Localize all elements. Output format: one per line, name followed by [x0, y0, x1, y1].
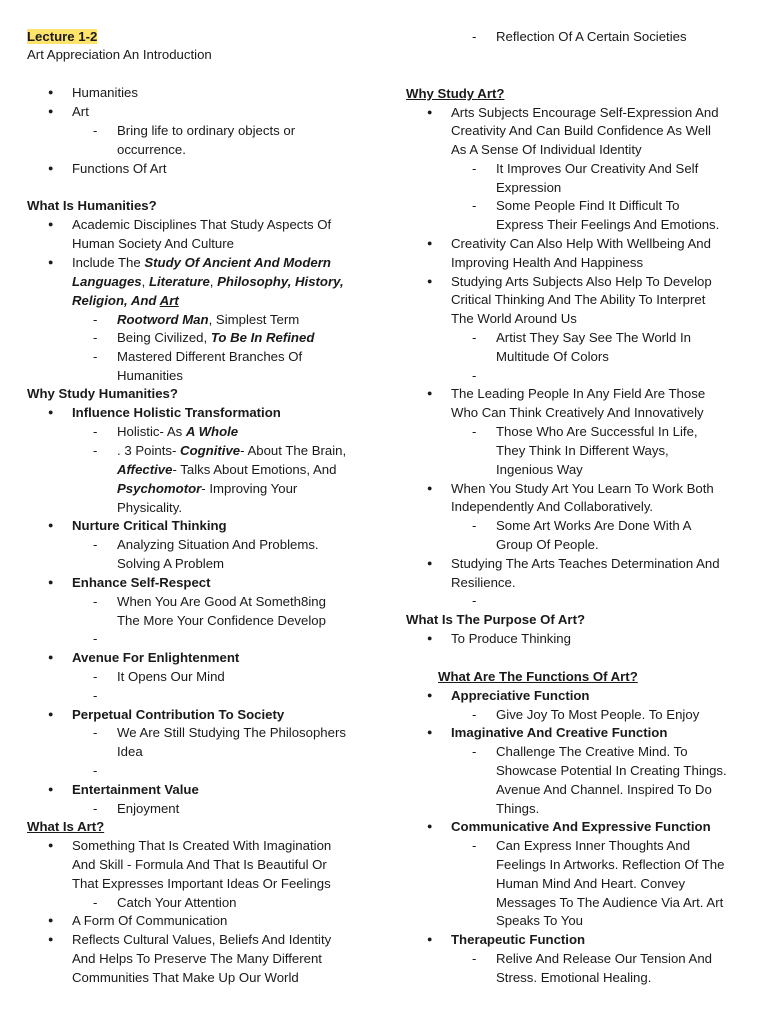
- text-span: Reflects Cultural Values, Beliefs And Identity: [72, 932, 332, 947]
- bullet-item: [72, 648, 239, 667]
- text-span: That Expresses Important Ideas Or Feelings: [72, 876, 331, 891]
- text-span: Studying Arts Subjects Also Help To Develop: [451, 274, 712, 289]
- dash-item: [117, 592, 326, 611]
- text-span: Reflection Of A Certain Societies: [496, 29, 687, 44]
- dash-item: [117, 535, 319, 554]
- dash-item: [496, 422, 698, 441]
- text-span: Communicative And Expressive Function: [451, 819, 711, 834]
- text-span: . 3 Points-: [117, 443, 181, 458]
- bullet-item: [451, 629, 571, 648]
- text-span: - Talks About Emotions, And: [172, 462, 337, 477]
- text-span: Solving A Problem: [117, 556, 225, 571]
- text-span: Ingenious Way: [496, 462, 583, 477]
- bullet-continuation: [451, 140, 642, 159]
- text-span: Holistic- As: [117, 424, 186, 439]
- text-span: Showcase Potential In Creating Things.: [496, 763, 727, 778]
- text-span: Creativity Can Also Help With Wellbeing And: [451, 236, 711, 251]
- dash-item: [496, 27, 687, 46]
- text-span: Being Civilized,: [117, 330, 211, 345]
- text-span: Philosophy, History,: [217, 274, 344, 289]
- dash-continuation: [117, 479, 297, 498]
- dash-item: [117, 310, 299, 329]
- text-span: Messages To The Audience Via Art. Art: [496, 895, 724, 910]
- dash-item: [496, 949, 712, 968]
- text-span: Humanities: [117, 368, 183, 383]
- text-span: Challenge The Creative Mind. To: [496, 744, 688, 759]
- dash-continuation: [496, 441, 669, 460]
- bullet-item: [451, 384, 705, 403]
- bullet-item: [72, 911, 227, 930]
- text-span: When You Study Art You Learn To Work Both: [451, 481, 714, 496]
- bullet-continuation: [72, 855, 327, 874]
- dash-continuation: [496, 799, 539, 818]
- text-span: Humanities: [72, 85, 138, 100]
- bullet-item: [72, 403, 281, 422]
- section-heading: [27, 196, 157, 215]
- text-span: Lecture 1-2: [27, 29, 98, 44]
- bullet-item: [451, 686, 590, 705]
- bullet-item: [72, 215, 331, 234]
- text-span: Art: [72, 104, 89, 119]
- dash-continuation: [117, 140, 186, 159]
- bullet-continuation: [451, 121, 711, 140]
- text-span: Functions Of Art: [72, 161, 167, 176]
- text-span: It Opens Our Mind: [117, 669, 225, 684]
- text-span: We Are Still Studying The Philosophers: [117, 725, 346, 740]
- text-span: Bring life to ordinary objects or: [117, 123, 296, 138]
- text-span: Imaginative And Creative Function: [451, 725, 668, 740]
- text-span: Human Society And Culture: [72, 236, 234, 251]
- dash-item: [117, 347, 302, 366]
- text-span: What Is Art?: [27, 819, 105, 834]
- text-span: , Simplest Term: [208, 312, 300, 327]
- text-line: [27, 45, 212, 64]
- dash-continuation: [117, 742, 143, 761]
- text-span: Expression: [496, 180, 562, 195]
- dash-item: [496, 705, 699, 724]
- bullet-item: [451, 723, 667, 742]
- text-span: Studying The Arts Teaches Determination And: [451, 556, 720, 571]
- dash-item: [496, 196, 680, 215]
- dash-continuation: [117, 366, 183, 385]
- text-span: Critical Thinking And The Ability To Interpret: [451, 292, 706, 307]
- text-span: What Is Humanities?: [27, 198, 157, 213]
- text-span: - About The Brain,: [240, 443, 347, 458]
- bullet-item: [72, 83, 138, 102]
- bullet-item: [451, 554, 720, 573]
- bullet-item: [72, 516, 227, 535]
- text-span: Perpetual Contribution To Society: [72, 707, 285, 722]
- text-span: Resilience.: [451, 575, 516, 590]
- text-span: Improving Health And Happiness: [451, 255, 644, 270]
- dash-item: [117, 893, 237, 912]
- bullet-item: [451, 479, 714, 498]
- bullet-item: [451, 817, 711, 836]
- bullet-item: [72, 930, 331, 949]
- dash-item: [117, 121, 295, 140]
- text-span: Art: [159, 293, 179, 308]
- dash-item: [117, 723, 346, 742]
- dash-continuation: [496, 761, 727, 780]
- dash-continuation: [496, 911, 583, 930]
- dash-continuation: [496, 780, 712, 799]
- text-span: ,: [141, 274, 149, 289]
- text-span: Those Who Are Successful In Life,: [496, 424, 698, 439]
- bullet-continuation: [451, 403, 704, 422]
- text-span: Enjoyment: [117, 801, 180, 816]
- dash-continuation: [496, 347, 609, 366]
- text-span: It Improves Our Creativity And Self: [496, 161, 699, 176]
- dash-continuation: [496, 215, 719, 234]
- section-heading: [406, 84, 504, 103]
- bullet-continuation: [72, 234, 234, 253]
- text-span: ,: [209, 274, 218, 289]
- text-span: Religion, And: [72, 293, 160, 308]
- dash-item: [496, 836, 690, 855]
- bullet-item: [72, 253, 331, 272]
- text-span: Languages: [72, 274, 142, 289]
- bullet-item: [451, 272, 712, 291]
- text-span: Idea: [117, 744, 143, 759]
- text-span: Catch Your Attention: [117, 895, 237, 910]
- text-span: Why Study Art?: [406, 86, 505, 101]
- text-span: Physicality.: [117, 500, 182, 515]
- bullet-continuation: [72, 291, 179, 310]
- text-span: Avenue And Channel. Inspired To Do: [496, 782, 712, 797]
- dash-continuation: [496, 178, 561, 197]
- text-span: Affective: [117, 462, 173, 477]
- text-span: Avenue For Enlightenment: [72, 650, 240, 665]
- bullet-continuation: [72, 272, 344, 291]
- text-span: And Skill - Formula And That Is Beautiful Or: [72, 857, 327, 872]
- text-span: Speaks To You: [496, 913, 584, 928]
- text-span: Appreciative Function: [451, 688, 590, 703]
- text-span: occurrence.: [117, 142, 186, 157]
- dash-item: [496, 742, 688, 761]
- text-span: As A Sense Of Individual Identity: [451, 142, 642, 157]
- bullet-continuation: [451, 573, 516, 592]
- text-span: Cognitive: [180, 443, 241, 458]
- dash-continuation: [496, 855, 724, 874]
- text-span: Psychomotor: [117, 481, 202, 496]
- dash-continuation: [117, 554, 224, 573]
- text-span: Enhance Self-Respect: [72, 575, 211, 590]
- text-span: Group Of People.: [496, 537, 599, 552]
- bullet-item: [72, 836, 331, 855]
- bullet-item: [72, 573, 211, 592]
- bullet-continuation: [451, 497, 653, 516]
- text-span: Things.: [496, 801, 540, 816]
- text-span: Human Mind And Heart. Convey: [496, 876, 686, 891]
- text-span: A Whole: [185, 424, 239, 439]
- text-span: Literature: [148, 274, 210, 289]
- dash-item: [117, 441, 346, 460]
- bullet-continuation: [72, 874, 331, 893]
- dash-continuation: [496, 874, 685, 893]
- bullet-item: [451, 103, 719, 122]
- dash-continuation: [117, 460, 336, 479]
- text-span: Rootword Man: [117, 312, 209, 327]
- bullet-item: [451, 930, 585, 949]
- text-span: The More Your Confidence Develop: [117, 613, 326, 628]
- text-span: Express Their Feelings And Emotions.: [496, 217, 720, 232]
- text-span: What Are The Functions Of Art?: [438, 669, 638, 684]
- text-span: Nurture Critical Thinking: [72, 518, 227, 533]
- bullet-item: [72, 780, 199, 799]
- text-span: - Improving Your: [201, 481, 298, 496]
- text-span: What Is The Purpose Of Art?: [406, 612, 586, 627]
- bullet-continuation: [72, 949, 322, 968]
- bullet-continuation: [72, 968, 299, 987]
- text-span: Academic Disciplines That Study Aspects Of: [72, 217, 332, 232]
- dash-continuation: [117, 611, 326, 630]
- text-span: Therapeutic Function: [451, 932, 586, 947]
- bullet-continuation: [451, 290, 705, 309]
- dash-continuation: [496, 460, 583, 479]
- section-heading: [27, 384, 178, 403]
- section-heading: [438, 667, 638, 686]
- dash-item: [117, 667, 225, 686]
- bullet-item: [451, 234, 711, 253]
- text-span: Why Study Humanities?: [27, 386, 178, 401]
- dash-continuation: [496, 535, 599, 554]
- text-span: Study Of Ancient And Modern: [144, 255, 331, 270]
- text-span: Influence Holistic Transformation: [72, 405, 281, 420]
- text-span: They Think In Different Ways,: [496, 443, 669, 458]
- text-span: Feelings In Artworks. Reflection Of The: [496, 857, 725, 872]
- text-span: Relive And Release Our Tension And: [496, 951, 713, 966]
- text-span: Artist They Say See The World In: [496, 330, 691, 345]
- text-span: Who Can Think Creatively And Innovatively: [451, 405, 704, 420]
- dash-continuation: [117, 498, 182, 517]
- text-span: Analyzing Situation And Problems.: [117, 537, 319, 552]
- text-span: Include The: [72, 255, 145, 270]
- text-span: The Leading People In Any Field Are Those: [451, 386, 706, 401]
- dash-item: [496, 516, 691, 535]
- dash-continuation: [496, 893, 723, 912]
- section-heading: [406, 610, 585, 629]
- text-span: Some Art Works Are Done With A: [496, 518, 692, 533]
- bullet-item: [72, 159, 167, 178]
- dash-item: [117, 328, 314, 347]
- text-span: Mastered Different Branches Of: [117, 349, 303, 364]
- dash-item: [117, 799, 179, 818]
- bullet-item: [72, 705, 284, 724]
- text-span: Art Appreciation An Introduction: [27, 47, 212, 62]
- section-heading: [27, 27, 97, 46]
- text-span: Something That Is Created With Imagination: [72, 838, 332, 853]
- text-span: Can Express Inner Thoughts And: [496, 838, 691, 853]
- text-span: The World Around Us: [451, 311, 577, 326]
- dash-item: [117, 422, 238, 441]
- text-span: Multitude Of Colors: [496, 349, 609, 364]
- text-span: Arts Subjects Encourage Self-Expression And: [451, 105, 719, 120]
- dash-item: [496, 328, 691, 347]
- dash-continuation: [496, 968, 651, 987]
- text-span: Some People Find It Difficult To: [496, 198, 680, 213]
- text-span: When You Are Good At Someth8ing: [117, 594, 326, 609]
- bullet-continuation: [451, 253, 643, 272]
- text-span: To Be In Refined: [210, 330, 315, 345]
- text-span: Stress. Emotional Healing.: [496, 970, 652, 985]
- text-span: A Form Of Communication: [72, 913, 228, 928]
- bullet-continuation: [451, 309, 577, 328]
- text-span: Give Joy To Most People. To Enjoy: [496, 707, 700, 722]
- bullet-item: [72, 102, 89, 121]
- section-heading: [27, 817, 104, 836]
- text-span: Entertainment Value: [72, 782, 199, 797]
- text-span: Creativity And Can Build Confidence As Well: [451, 123, 711, 138]
- text-span: Communities That Make Up Our World: [72, 970, 299, 985]
- text-span: To Produce Thinking: [451, 631, 571, 646]
- text-span: And Helps To Preserve The Many Different: [72, 951, 322, 966]
- text-span: Independently And Collaboratively.: [451, 499, 654, 514]
- dash-item: [496, 159, 698, 178]
